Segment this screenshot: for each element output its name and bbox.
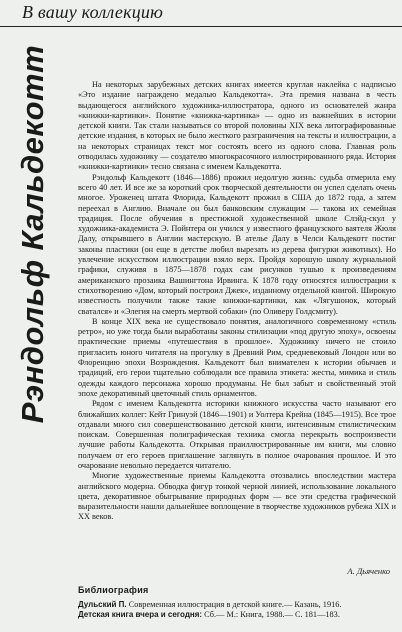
bibliography-heading: Библиография xyxy=(78,585,149,595)
article-author: А. Дьяченко xyxy=(347,566,390,576)
bibliography-text: Современная иллюстрация в детской книге.— Казань, 1916. xyxy=(126,600,342,609)
paragraph: В конце XIX века не существовало понятия, аналогичного современному «стиль ретро», но уже тогда были выработаны законы стилизации «под другую эпоху», освоены практические приемы «путешествия в прошлое». Художнику ничего не стоило пригласить юного читателя на прогулку в Древний Рим, средневековый Лондон или во Флоренцию эпохи Возрождения. Кальдекотт был внимателен к истории обычаев и традиций, его герои тщательно соблюдали все правила этикета: жесты, мимика и стиль одежды каждого персонажа хорошо продуманы. Не был забыт и свойственный этой эпохе декоративный цветочный стиль орнаментов. xyxy=(78,316,396,398)
bibliography-list xyxy=(78,600,396,621)
paragraph: Рядом с именем Кальдекотта историки книжного искусства часто называют его ближайших коллег: Кейт Гринуэй (1846—1901) и Уолтера Крейна (1845—1915). Все трое отдавали много сил совершенствованию детской книги, интенсивным стилистическим поискам. Совершенная полиграфическая техника смогла перекрыть воспроизвести лучшие работы Кальдекотта. Открывая праиллюстрированные им книги, мы словно получаем от его героев приглашение заглянуть в полное очарования прошлое. И это очарование невольно передается читателю. xyxy=(78,399,396,470)
article-title: Рэндольф Кальдекотт xyxy=(15,44,51,424)
paragraph: На некоторых зарубежных детских книгах имеется круглая наклейка с надписью «Это издание награждено медалью Кальдекотта». Эта премия названа в честь выдающегося английского художника-иллюстратора, одного из основателей жанра «книжки-картинки». Понятие «книжка-картинка» — одно из важнейших в истории детской книги. Так стали называться со второй половины XIX века литографированные детские издания, в которых не было жесткого разграничения на тексты и иллюстрации, а на некоторых страницах текст мог состоять всего из одного слова. Главная роль отводилась художнику — создателю многокрасочного иллюстрированного ряда. История «книжки-картинки» тесно связана с именем Кальдекотта. xyxy=(78,80,396,172)
bibliography-author: Детская книга вчера и сегодня: xyxy=(78,610,203,620)
bibliography-item xyxy=(78,600,396,610)
article-body xyxy=(78,80,396,523)
bibliography-author: Дульский П. xyxy=(78,600,127,609)
section-header xyxy=(0,0,402,27)
paragraph: Многие художественные приемы Кальдекотта отозвались впоследствии мастера английского модерна. Обводка фигур тонкой черной линией, использование локального цвета, декоративное обыгрывание природных форм — все эти средства графической выразительности нашли дальнейшее воплощение в творчестве художников рубежа XIX и XX веков. xyxy=(78,471,396,522)
paragraph: Рэндольф Кальдекотт (1846—1886) прожил недолгую жизнь: судьба отмерила ему всего 40 лет. И все же за короткий срок творческой деятельности он успел сделать очень многое. Уроженец штата Флорида, Кальдекотт прожил в США до 1872 года, а затем переехал в Англию. Вначале он был банковским служащим — такова их семейная традиция. После обучения в престижной художественной школе Слэйд-скул у художника-академиста Э. Пойнтера он учился у известного французского ваятеля Жюля Далу, открывшего в Англии мастерскую. В ателье Далу в Челси Кальдекотт постиг законы пластики (он еще в детстве любил вырезать из дерева фигурки животных). Но увлечение искусством иллюстрации взяло верх. Пройдя хорошую школу журнальной графики, служивя в 1875—1878 годах сам рисунков тушью к произведениям американского прозаика Вашингтона Ирвинга. К 1878 году относятся иллюстрации к стихотворению «Дом, который построил Джек», изданному отдельной книгой. Широкую известность получили также такие книжки-картинки, как «Лягушонок, который сватался» и «Элегия на смерть мертвой собаки» (по Оливеру Голдсмиту). xyxy=(78,172,396,316)
article-title-container xyxy=(2,44,64,424)
bibliography-text: Сб.— М.: Книга, 1988.— С. 181—183. xyxy=(202,610,340,620)
bibliography-item xyxy=(78,610,396,620)
section-title: В вашу коллекцию xyxy=(22,2,163,22)
